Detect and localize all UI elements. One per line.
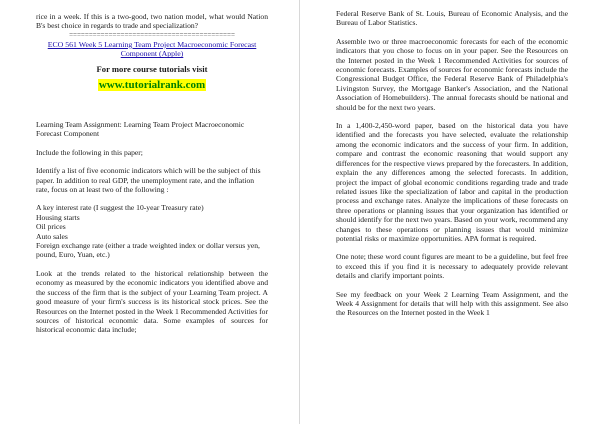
promo-text: For more course tutorials visit <box>96 64 208 74</box>
feedback-paragraph: See my feedback on your Week 2 Learning Team Assignment, and the Week 4 Assignment for details that will help with this assignment. See also the Resources on the Internet posted in the Week 1 <box>336 289 568 318</box>
intro-paragraph: rice in a week. If this is a two-good, two nation model, what would Nation B's best choice in regards to trade and specialization? <box>36 12 268 31</box>
trends-paragraph: Look at the trends related to the historical relationship between the economy as measured by the economic indicators you identified above and the success of the firm that is the subject of your Learning Team project. A good measure of your firm's success is its historical stock prices. See the Resources on the Internet posted in the Week 1 Recommended Activities for sources of historical economic data. Some examples of sources for historical economic data include; <box>36 268 268 335</box>
site-link[interactable] <box>36 79 268 92</box>
list-item: Housing starts <box>36 212 80 222</box>
course-title-link[interactable]: ECO 561 Week 5 Learning Team Project Macroeconomic Forecast Component (Apple) <box>47 39 257 59</box>
site-link-text[interactable]: www.tutorialrank.com <box>98 79 206 91</box>
note-paragraph: One note; these word count figures are meant to be a guideline, but feel free to exceed this if you find it is necessary to adequately provide relevant details and clarify important points. <box>336 252 568 281</box>
indicator-list <box>36 203 268 259</box>
paper-paragraph: In a 1,400-2,450-word paper, based on the historical data you have identified and the forecasts you have selected, evaluate the relationship among the economic indicators and the success of your firm. In addition, compare and contrast the economic reasoning that would support any differences for the respective views prepared by the forecasters. In addition, explain the any differences among the selected forecasts. In addition, project the impact of global economic conditions regarding trade and trade related issues like the specialization of labor and capital in the production process and exchange rates. Analyze the implications of these forecasts on three operations or planning issues that your organization has identified or should identify for the next two years. Based on your work, recommend any changes to these operations or planning issues that would minimize potential risks or maximize opportunities. APA format is required. <box>336 121 568 243</box>
separator-line: ========================================== <box>69 31 235 39</box>
sources-paragraph: Federal Reserve Bank of St. Louis, Bureau of Economic Analysis, and the Bureau of Labor Statistics. <box>336 9 568 28</box>
right-page <box>300 0 600 424</box>
assemble-paragraph: Assemble two or three macroeconomic forecasts for each of the economic indicators that you chose to focus on in your paper. See the Resources on the Internet posted in the Week 1 Recommended Activities for sources of economic forecasts. Examples of sources for economic forecasts include the Congressional Budget Office, the Federal Reserve Bank of Philadelphia's Livingston Survey, the Mortgage Banker's Association, and the National Association of Homebuilders). The annual forecasts should be national and should be for the next two years. <box>336 36 568 112</box>
list-item: Oil prices <box>36 222 66 232</box>
left-column <box>36 12 268 335</box>
include-line: Include the following in this paper; <box>36 147 143 157</box>
list-item: Foreign exchange rate (either a trade weighted index or dollar versus yen, pound, Euro, Yuan, etc.) <box>36 241 260 260</box>
right-column <box>336 9 568 318</box>
identify-paragraph: Identify a list of five economic indicators which will be the subject of this paper. In addition to real GDP, the unemployment rate, and the inflation rate, focus on at least two of the following : <box>36 166 261 195</box>
list-item: A key interest rate (I suggest the 10-year Treasury rate) <box>36 203 204 213</box>
list-item: Auto sales <box>36 231 68 241</box>
assignment-title: Learning Team Assignment: Learning Team Project Macroeconomic Forecast Component <box>36 120 245 139</box>
